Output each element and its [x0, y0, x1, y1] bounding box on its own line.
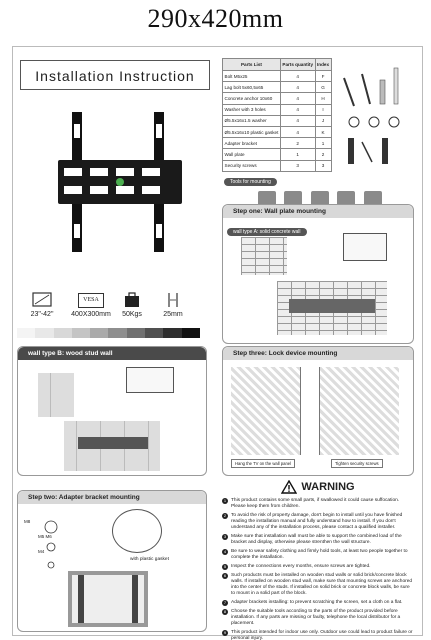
step-three-title: Step three: Lock device mounting: [223, 347, 413, 360]
table-row: [223, 82, 332, 93]
step-two-title: Step two: Adapter bracket mounting: [18, 491, 206, 504]
spec-screen-size: 23"-42": [30, 311, 54, 318]
list-item: 1 This product contains some small parts, if swallowed it could cause suffocation. Please keep them from children.: [223, 498, 400, 509]
list-item: 7 Adapter brackets installing: to prevent scratching the screen, set a cloth on a flat.: [223, 600, 403, 605]
header-index: Index: [315, 59, 331, 71]
table-row: [223, 71, 332, 82]
part-qty: 4: [280, 71, 315, 82]
header-parts: Parts List: [223, 59, 281, 71]
parts-table: [222, 58, 332, 172]
warning-title: WARNING: [301, 481, 355, 493]
wall-type-b-title: wall type B: wood stud wall: [18, 347, 206, 360]
part-index: F: [315, 71, 331, 82]
vesa-icon: VESA: [78, 293, 104, 308]
part-index: H: [315, 93, 331, 104]
list-item: 4 Be sure to wear safety clothing and firmly hold tools, at least two people together to complete the installation.: [223, 549, 408, 560]
screen-size-icon: [32, 292, 52, 308]
part-qty: 3: [280, 160, 315, 171]
warning-list: [222, 498, 414, 640]
tools-label: Tools for mounting: [224, 178, 277, 186]
list-item: 3 Make sure that installation wall must be able to support the combined load of the bracket and display, otherwise please strenthen the wall structure.: [223, 534, 402, 545]
spec-weight: 50Kgs: [122, 311, 142, 318]
weight-icon: [124, 292, 140, 308]
warning-triangle-icon: [281, 480, 297, 494]
part-index: K: [315, 126, 331, 137]
wood-stud-wall-drawing: [38, 373, 74, 417]
concrete-wall-drawing: [241, 237, 287, 275]
gasket-label: with plastic gasket: [130, 557, 169, 562]
installation-title: Installation Instruction: [35, 68, 195, 84]
wall-type-a-label: wall type A: solid concrete wall: [227, 228, 307, 236]
part-name: Concrete anchor 10x60: [223, 93, 281, 104]
step-three-section: [222, 346, 414, 476]
spec-vesa: 400X300mm: [71, 311, 111, 318]
list-item: 6 Such products must be installed on wooden stud walls or solid brick/concrete block walls. If installed on wooden stud wall, make sure that mounting screws are anchored into the center of the studs. If installed on solid brick or concrete block walls, be sure to mount in a solid part of the block.: [223, 573, 413, 596]
part-qty: 1: [280, 149, 315, 160]
part-name: Bolt M5x25: [223, 71, 281, 82]
step-two-section: [17, 490, 207, 632]
gray-scale-bar: [17, 328, 200, 338]
screw-hole-diagram: [40, 517, 62, 577]
part-qty: 4: [280, 104, 315, 115]
caption-hang-tv: Hang the TV on the wall panel: [231, 459, 295, 468]
part-index: I: [315, 104, 331, 115]
tools-section: [224, 170, 410, 200]
part-name: Security screws: [223, 160, 281, 171]
table-row: [223, 138, 332, 149]
header-quantity: Parts quantity: [280, 59, 315, 71]
part-name: Lag bolt 5x60,5x65: [223, 82, 281, 93]
step-one-section: [222, 204, 414, 344]
hang-tv-drawing: [231, 367, 301, 455]
right-adapter-bracket: [132, 575, 138, 623]
part-index: J: [315, 115, 331, 126]
list-item: 8 Choose the suitable tools according to the parts of the product provided before installation. If any parts are missing or faulty, telephone the local distributor for a placement.: [223, 609, 401, 626]
part-qty: 2: [280, 138, 315, 149]
table-row: [223, 115, 332, 126]
step-one-title: Step one: Wall plate mounting: [223, 205, 413, 218]
part-name: Ø5.5x16x10 plastic gasket: [223, 126, 281, 137]
part-qty: 4: [280, 93, 315, 104]
adapter-label-m5m6: M5 M6: [38, 534, 52, 539]
part-index: 1: [315, 138, 331, 149]
part-qty: 4: [280, 82, 315, 93]
part-index: 2: [315, 149, 331, 160]
installation-title-box: [20, 60, 210, 90]
table-row: [223, 93, 332, 104]
table-row: [223, 149, 332, 160]
wall-mount-product-image: [50, 108, 190, 258]
adapter-label-m4: M4: [38, 549, 45, 554]
table-row: [223, 126, 332, 137]
hardware-parts-illustration: [332, 58, 418, 168]
stud-detail-drawing: [126, 367, 174, 393]
caption-tighten-screws: Tighten security screws: [331, 459, 383, 468]
list-item: 9 This product intended for indoor use only. Outdoor use could lead to product failure or personal injury.: [223, 630, 413, 640]
part-index: G: [315, 82, 331, 93]
wall-plate-drawing: [289, 299, 375, 313]
spec-depth: 25mm: [163, 311, 183, 318]
part-name: Ø5.5x16x1.5 washer: [223, 115, 281, 126]
depth-icon: [166, 292, 180, 308]
list-item: 2 To avoid the risk of property damage, don't begin to install until you have finished reading the installation manual and fully understand how to install. If you don't understand any of the installation process, please contact a qualified installer.: [223, 513, 403, 530]
part-name: Washer with 3 holes: [223, 104, 281, 115]
part-name: Adapter bracket: [223, 138, 281, 149]
adapter-label-m8: M8: [24, 519, 31, 524]
part-qty: 4: [280, 115, 315, 126]
page-size-title: 290x420mm: [147, 4, 284, 33]
gasket-detail-drawing: [112, 509, 162, 553]
left-adapter-bracket: [78, 575, 84, 623]
part-name: Wall plate: [223, 149, 281, 160]
parts-table-header: [223, 59, 332, 71]
wall-type-b-section: [17, 346, 207, 476]
part-index: 3: [315, 160, 331, 171]
wall-plate-on-studs: [78, 437, 148, 449]
detail-drawing: [343, 233, 387, 261]
tighten-screws-drawing: [319, 367, 399, 455]
list-item: 5 Inspect the connections every months, ensure screws are tighted.: [223, 564, 371, 569]
warning-section: [222, 480, 414, 640]
table-row: [223, 104, 332, 115]
part-qty: 4: [280, 126, 315, 137]
